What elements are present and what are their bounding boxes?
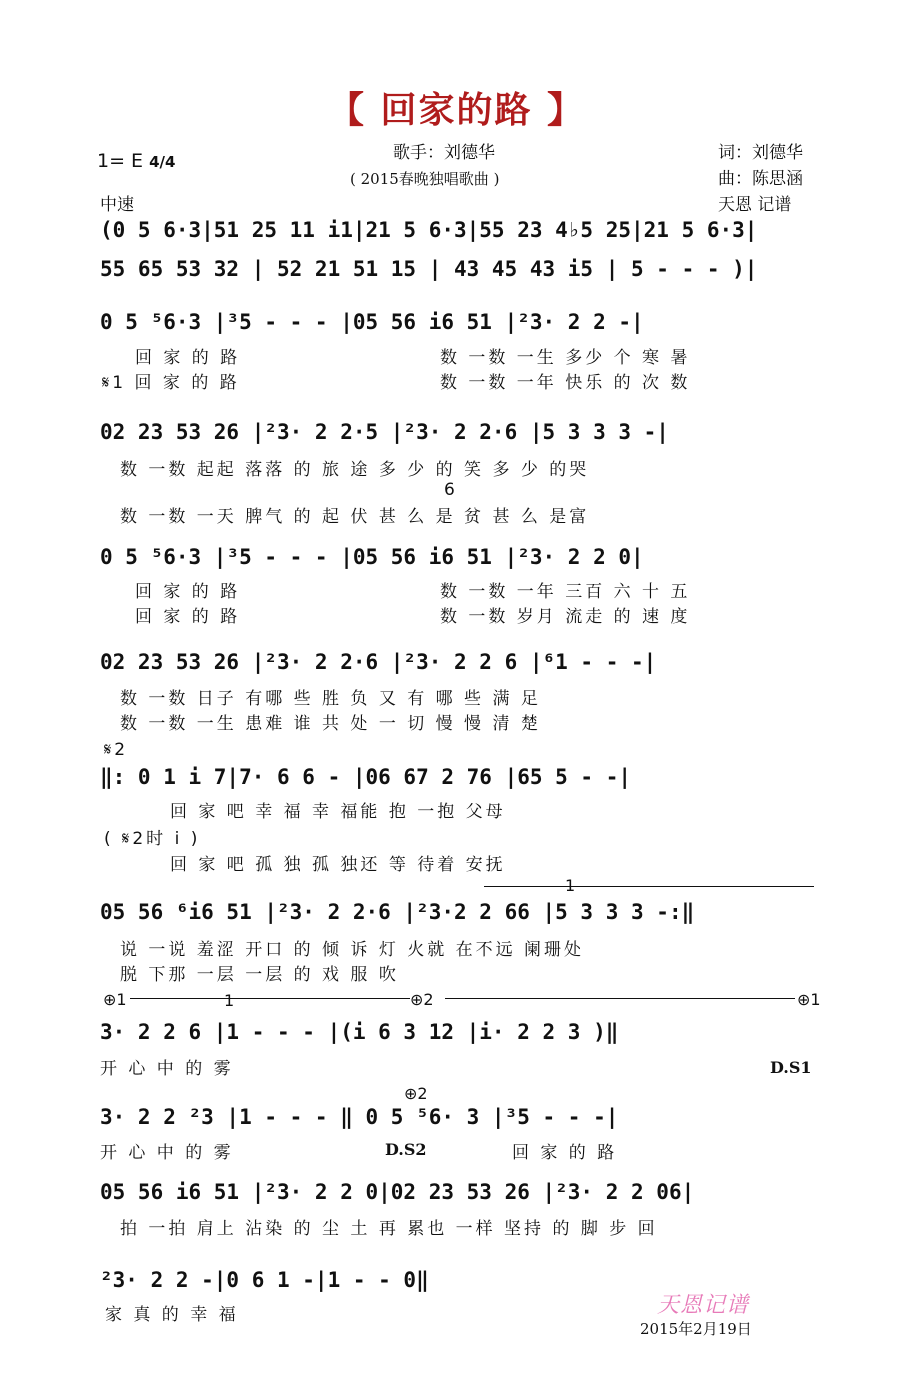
singer: 歌手：刘德华	[393, 143, 495, 163]
coda-2-mark: ⊕2	[410, 990, 434, 1009]
notation-line: 0 5 ⁵6·3 |³5 - - - |05 56 i6 51 |²3· 2 2 0|	[100, 545, 644, 569]
lyric-line: 数 一数 一天 脾气 的 起 伏 甚 么 是 贫 甚 么 是富	[120, 507, 590, 527]
notation-line: 3· 2 2 6 |1 - - - |(i 6 3 12 |i· 2 2 3 )‖	[100, 1020, 619, 1044]
transcriber: 天恩 记谱	[718, 195, 792, 215]
lyric-line: 数 一数 起起 落落 的 旅 途 多 少 的 笑 多 少 的哭	[120, 460, 590, 480]
lyric-line: ( 𝄋2时 i )	[104, 829, 201, 849]
lyric-line: 回 家 吧 幸 福 幸 福能 抱 一抱 父母	[170, 802, 506, 822]
notation-line: (0 5 6·3|51 25 11 i1|21 5 6·3|55 23 4♭5 25|21 5 6·3|	[100, 218, 758, 242]
ds-2: D.S2	[385, 1140, 427, 1159]
notation-line: 02 23 53 26 |²3· 2 2·5 |²3· 2 2·6 |5 3 3 3 -|	[100, 420, 669, 444]
lyric-line: 家 真 的 幸 福	[105, 1305, 239, 1325]
lyric-line: 数 一数 日子 有哪 些 胜 负 又 有 哪 些 满 足	[120, 689, 541, 709]
lyric-line: 拍 一拍 肩上 沾染 的 尘 土 再 累也 一样 坚持 的 脚 步 回	[120, 1219, 658, 1239]
transcriber-stamp: 天恩记谱	[657, 1293, 750, 1318]
lyric-line: 数 一数 岁月 流走 的 速 度	[440, 607, 691, 627]
lyric-line: 数 一数 一年 快乐 的 次 数	[440, 373, 691, 393]
notation-line: 0 5 ⁵6·3 |³5 - - - |05 56 i6 51 |²3· 2 2 -|	[100, 310, 644, 334]
coda-1-second-label: 1	[224, 991, 235, 1010]
date: 2015年2月19日	[640, 1320, 752, 1338]
lyric-line: 数 一数 一年 三百 六 十 五	[440, 582, 691, 602]
tempo: 中速	[100, 195, 134, 215]
coda-1-end: ⊕1	[797, 990, 821, 1009]
notation-line: 3· 2 2 ²3 |1 - - - ‖ 0 5 ⁵6· 3 |³5 - - -|	[100, 1105, 619, 1129]
lyric-line: 回 家 的 路	[135, 348, 241, 368]
time-signature: 4/4	[149, 153, 176, 171]
coda-line-2	[445, 998, 795, 999]
ds-1: D.S1	[770, 1058, 812, 1077]
lyric-line: 𝄋2	[104, 740, 129, 760]
key-signature	[97, 150, 175, 172]
coda-line-1	[130, 998, 410, 999]
lyricist: 词：刘德华	[718, 143, 803, 163]
notation-line: ‖: 0 1 i 7|7· 6 6 - |06 67 2 76 |65 5 - -|	[100, 765, 632, 789]
key-label: 1= E	[97, 150, 144, 172]
subtitle: ( 2015春晚独唱歌曲 )	[350, 170, 500, 188]
lyric-line: 开 心 中 的 雾	[100, 1143, 234, 1163]
volta-1-label: 1	[565, 876, 576, 895]
lyric-line: 回 家 吧 孤 独 孤 独还 等 待着 安抚	[170, 855, 506, 875]
lyric-line: 脱 下那 一层 一层 的 戏 服 吹	[120, 965, 399, 985]
notation-line: 05 56 ⁶i6 51 |²3· 2 2·6 |²3·2 2 66 |5 3 3 3 -:‖	[100, 900, 695, 924]
notation-line: 05 56 i6 51 |²3· 2 2 0|02 23 53 26 |²3· 2 2 06|	[100, 1180, 695, 1204]
lyric-line: 𝄋1 回 家 的 路	[102, 373, 240, 393]
notation-line: 02 23 53 26 |²3· 2 2·6 |²3· 2 2 6 |⁶1 - - -|	[100, 650, 657, 674]
volta-bracket	[484, 886, 814, 887]
lyric-line: 说 一说 羞涩 开口 的 倾 诉 灯 火就 在不远 阑珊处	[120, 940, 585, 960]
lyric-line: 6	[444, 480, 458, 500]
coda-2-low: ⊕2	[404, 1084, 428, 1103]
coda-1-start: ⊕1	[103, 990, 127, 1009]
lyric-line: 数 一数 一生 多少 个 寒 暑	[440, 348, 691, 368]
lyric-line: 回 家 的 路	[135, 582, 241, 602]
notation-line: ²3· 2 2 -|0 6 1 -|1 - - 0‖	[100, 1268, 429, 1292]
notation-line: 55 65 53 32 | 52 21 51 15 | 43 45 43 i5 | 5 - - - )|	[100, 257, 758, 281]
lyric-line: 回 家 的 路	[135, 607, 241, 627]
lyric-line: 开 心 中 的 雾	[100, 1059, 234, 1079]
page-title: 【 回家的路 】	[327, 90, 586, 131]
lyric-line: 回 家 的 路	[512, 1143, 618, 1163]
lyric-line: 数 一数 一生 患难 谁 共 处 一 切 慢 慢 清 楚	[120, 714, 541, 734]
composer: 曲：陈思涵	[718, 169, 803, 189]
